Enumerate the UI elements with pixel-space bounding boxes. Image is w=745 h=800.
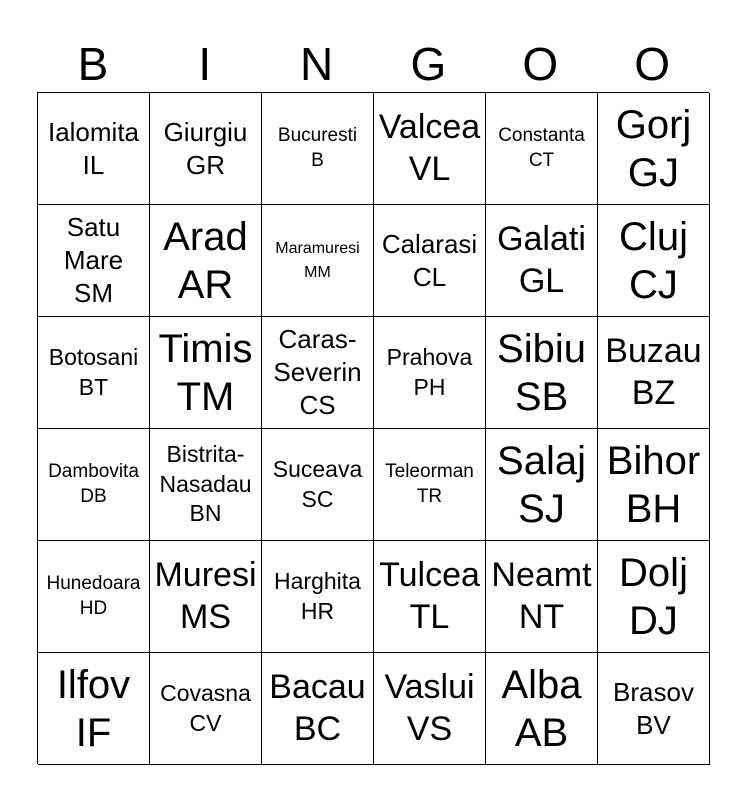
- header-letter-b: B: [77, 38, 109, 90]
- bingo-cell-label: Salaj SJ: [497, 438, 586, 531]
- bingo-cell-label: Suceava SC: [272, 455, 363, 512]
- bingo-cell-label: Caras- Severin CS: [273, 324, 362, 420]
- bingo-cell-label: Timis TM: [158, 326, 253, 419]
- bingo-cell-label: Sibiu SB: [497, 326, 586, 419]
- bingo-cell-label: Brasov BV: [613, 676, 694, 740]
- bingo-cell-label: Bihor BH: [606, 438, 701, 531]
- header-letter-i: I: [198, 38, 212, 90]
- bingo-cell[interactable]: [374, 93, 486, 205]
- bingo-cell[interactable]: [262, 317, 374, 429]
- bingo-cell[interactable]: [262, 205, 374, 317]
- bingo-cell[interactable]: [486, 429, 598, 541]
- bingo-cell[interactable]: [262, 541, 374, 653]
- bingo-cell-label: Galati GL: [497, 220, 586, 300]
- bingo-cell-label: Calarasi CL: [381, 228, 478, 292]
- bingo-cell[interactable]: [598, 429, 710, 541]
- bingo-cell-label: Alba AB: [501, 662, 582, 755]
- bingo-cell-label: Bucuresti B: [277, 124, 358, 171]
- bingo-cell-label: Cluj CJ: [619, 214, 688, 307]
- header-letter-o-2: O: [634, 38, 670, 90]
- bingo-header: [37, 36, 708, 92]
- bingo-card-grid: [37, 92, 709, 764]
- bingo-cell[interactable]: [150, 205, 262, 317]
- bingo-cell[interactable]: [262, 429, 374, 541]
- bingo-cell[interactable]: [598, 653, 710, 765]
- bingo-cell-label: Dambovita DB: [48, 460, 139, 507]
- bingo-cell-label: Muresi MS: [154, 556, 257, 636]
- bingo-cell-label: Harghita HR: [274, 567, 361, 624]
- bingo-cell[interactable]: [38, 93, 150, 205]
- bingo-cell-label: Vaslui VS: [384, 668, 475, 748]
- bingo-cell-label: Teleorman TR: [385, 460, 474, 507]
- bingo-cell[interactable]: [38, 653, 150, 765]
- bingo-cell-label: Maramuresi MM: [275, 239, 360, 281]
- bingo-cell[interactable]: [150, 317, 262, 429]
- bingo-cell[interactable]: [598, 205, 710, 317]
- bingo-cell[interactable]: [150, 653, 262, 765]
- bingo-cell[interactable]: [486, 205, 598, 317]
- bingo-cell-label: Bacau BC: [269, 668, 366, 748]
- bingo-cell-label: Valcea VL: [378, 108, 481, 188]
- bingo-cell[interactable]: [486, 541, 598, 653]
- bingo-cell[interactable]: [486, 653, 598, 765]
- bingo-cell[interactable]: [598, 93, 710, 205]
- bingo-cell[interactable]: [486, 93, 598, 205]
- bingo-cell-label: Hunedoara HD: [46, 572, 141, 619]
- bingo-cell-label: Giurgiu GR: [163, 116, 248, 180]
- bingo-cell[interactable]: [598, 541, 710, 653]
- bingo-cell[interactable]: [150, 429, 262, 541]
- bingo-cell-label: Prahova PH: [386, 343, 473, 400]
- bingo-cell[interactable]: [262, 93, 374, 205]
- bingo-cell[interactable]: [374, 429, 486, 541]
- bingo-cell[interactable]: [598, 317, 710, 429]
- bingo-cell[interactable]: [374, 541, 486, 653]
- bingo-cell-label: Satu Mare SM: [63, 212, 124, 308]
- bingo-cell[interactable]: [374, 653, 486, 765]
- bingo-cell[interactable]: [262, 653, 374, 765]
- bingo-cell-label: Neamt NT: [491, 556, 592, 636]
- bingo-cell[interactable]: [374, 317, 486, 429]
- bingo-cell[interactable]: [38, 205, 150, 317]
- bingo-cell-label: Covasna CV: [160, 679, 251, 736]
- bingo-cell-label: Constanta CT: [498, 124, 585, 171]
- bingo-cell[interactable]: [38, 317, 150, 429]
- header-letter-n: N: [299, 38, 334, 90]
- header-letter-g: G: [410, 38, 447, 90]
- bingo-cell[interactable]: [150, 541, 262, 653]
- bingo-cell[interactable]: [486, 317, 598, 429]
- bingo-cell-label: Botosani BT: [48, 343, 139, 400]
- bingo-cell[interactable]: [38, 541, 150, 653]
- bingo-cell-label: Buzau BZ: [605, 332, 702, 412]
- bingo-cell-label: Bistrita- Nasadau BN: [159, 440, 252, 527]
- bingo-cell-label: Gorj GJ: [615, 102, 692, 195]
- bingo-cell[interactable]: [374, 205, 486, 317]
- bingo-cell[interactable]: [38, 429, 150, 541]
- bingo-cell-label: Ialomita IL: [47, 116, 140, 180]
- bingo-cell-label: Tulcea TL: [379, 556, 480, 636]
- bingo-cell[interactable]: [150, 93, 262, 205]
- bingo-cell-label: Ilfov IF: [56, 662, 131, 755]
- bingo-cell-label: Arad AR: [163, 214, 248, 307]
- bingo-cell-label: Dolj DJ: [619, 550, 688, 643]
- header-letter-o: O: [522, 38, 559, 90]
